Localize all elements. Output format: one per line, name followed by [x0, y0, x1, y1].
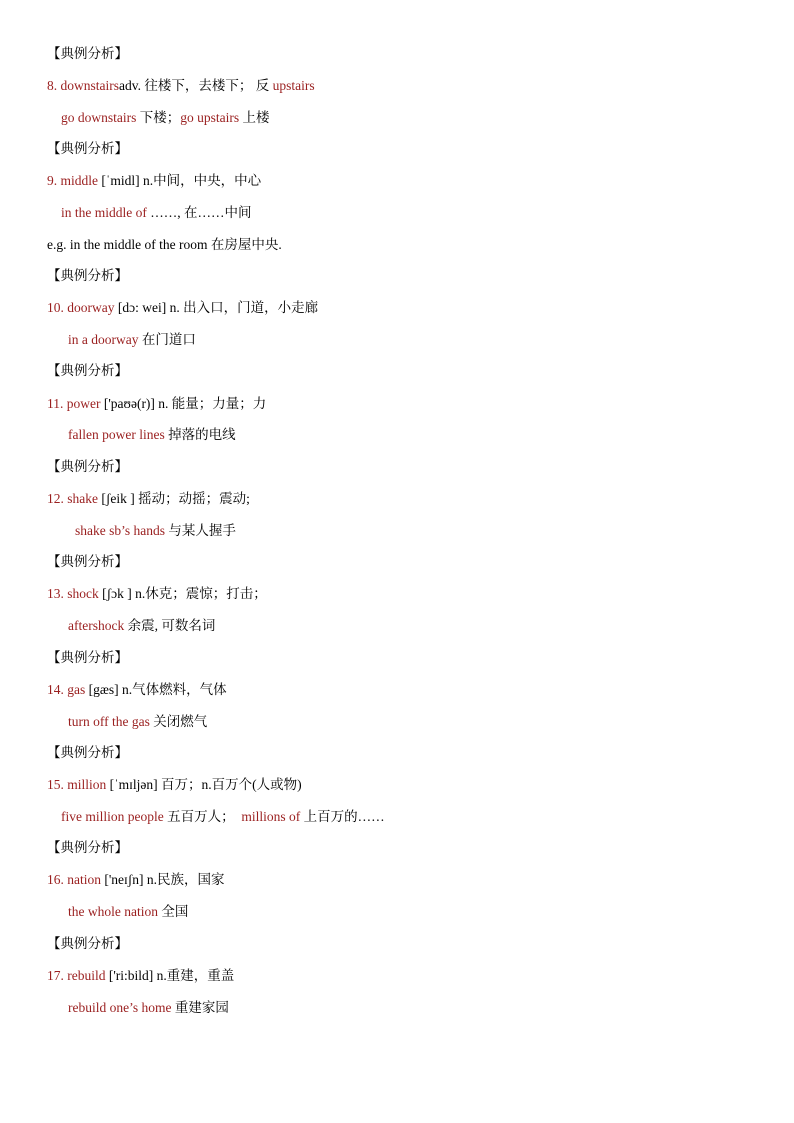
vocab-entry-middle: [47, 172, 261, 190]
entry-phrase: [68, 903, 188, 921]
phrase-text: fallen power lines: [68, 427, 165, 442]
phrase-text: in a doorway: [68, 332, 139, 347]
section-heading: 【典例分析】: [47, 268, 128, 284]
entry-example: e.g. in the middle of the room 在房屋中央.: [47, 237, 282, 252]
entry-number: 15.: [47, 777, 64, 792]
phrase-text: five million people: [61, 809, 164, 824]
entry-word: gas: [67, 682, 86, 697]
vocab-entry-shake: [47, 490, 250, 508]
entry-phrase: [75, 522, 236, 540]
section-heading: 【典例分析】: [47, 745, 128, 761]
entry-word: middle: [60, 173, 98, 188]
phrase-text: rebuild one’s home: [68, 1000, 172, 1015]
vocab-entry-rebuild: [47, 967, 234, 985]
entry-phrase: [61, 808, 385, 826]
phrase-meaning: 全国: [157, 904, 189, 919]
entry-number: 13.: [47, 586, 64, 601]
phrase-meaning: 上百万的……: [300, 809, 385, 824]
entry-phrase: [68, 617, 215, 635]
vocab-entry-downstairs: [47, 77, 315, 95]
phrase-text: go upstairs: [180, 110, 240, 125]
entry-definition: [gæs] n.气体燃料，气体: [85, 682, 227, 697]
phrase-text: in the middle of: [61, 205, 147, 220]
vocab-entry-shock: [47, 585, 267, 603]
entry-number: 10.: [47, 300, 64, 315]
phrase-text: the whole nation: [68, 904, 158, 919]
vocab-entry-doorway: [47, 299, 318, 317]
phrase-meaning: 五百万人；: [163, 809, 235, 824]
phrase-text: aftershock: [68, 618, 125, 633]
phrase-meaning: 与某人握手: [165, 523, 236, 538]
entry-number: 8.: [47, 78, 58, 93]
phrase-meaning: 掉落的电线: [164, 427, 236, 442]
entry-definition: [ʃeik ] 摇动；动摇；震动;: [98, 491, 250, 506]
entry-word: doorway: [67, 300, 115, 315]
entry-phrase: [68, 999, 229, 1017]
entry-phrase: [68, 331, 196, 349]
entry-phrase: [61, 204, 251, 222]
entry-number: 9.: [47, 173, 58, 188]
section-heading: 【典例分析】: [47, 936, 128, 952]
entry-word: rebuild: [67, 968, 106, 983]
entry-definition: [dɔ: wei] n. 出入口，门道，小走廊: [114, 300, 319, 315]
entry-number: 14.: [47, 682, 64, 697]
entry-definition: ['ri:bild] n.重建，重盖: [105, 968, 235, 983]
phrase-meaning: 关闭燃气: [149, 714, 208, 729]
vocab-entry-million: [47, 776, 302, 794]
entry-definition: [ʃɔk ] n.休克；震惊；打击；: [98, 586, 267, 601]
phrase-meaning: ……, 在……中间: [146, 205, 252, 220]
phrase-meaning: 余震, 可数名词: [124, 618, 216, 633]
phrase-text: millions of: [241, 809, 301, 824]
section-heading: 【典例分析】: [47, 650, 128, 666]
entry-definition: ['paʊə(r)] n. 能量；力量；力: [100, 396, 267, 411]
entry-number: 12.: [47, 491, 64, 506]
vocab-entry-nation: [47, 871, 225, 889]
entry-word: shock: [67, 586, 99, 601]
vocab-entry-power: [47, 395, 266, 413]
entry-number: 16.: [47, 872, 64, 887]
entry-word: shake: [67, 491, 98, 506]
entry-definition: adv. 往楼下，去楼下； 反: [119, 78, 273, 93]
section-heading: 【典例分析】: [47, 459, 128, 475]
section-heading: 【典例分析】: [47, 363, 128, 379]
entry-definition: ['neɪʃn] n.民族，国家: [101, 872, 225, 887]
section-heading: 【典例分析】: [47, 840, 128, 856]
section-heading: 【典例分析】: [47, 554, 128, 570]
phrase-text: go downstairs: [61, 110, 137, 125]
entry-word: nation: [67, 872, 101, 887]
section-heading: 【典例分析】: [47, 46, 128, 62]
phrase-meaning: 下楼；: [136, 110, 181, 125]
vocab-entry-gas: [47, 681, 227, 699]
entry-phrase: [61, 109, 270, 127]
entry-word: downstairs: [60, 78, 119, 93]
phrase-meaning: 在门道口: [138, 332, 196, 347]
section-heading: 【典例分析】: [47, 141, 128, 157]
entry-definition: [ˈmidl] n.中间，中央，中心: [98, 173, 262, 188]
entry-number: 11.: [47, 396, 64, 411]
phrase-meaning: 上楼: [239, 110, 270, 125]
entry-antonym: upstairs: [272, 78, 315, 93]
entry-phrase: [68, 713, 207, 731]
phrase-text: shake sb’s hands: [75, 523, 165, 538]
phrase-text: turn off the gas: [68, 714, 150, 729]
entry-phrase: [68, 426, 236, 444]
entry-number: 17.: [47, 968, 64, 983]
entry-word: million: [67, 777, 107, 792]
entry-word: power: [66, 396, 101, 411]
phrase-meaning: 重建家园: [171, 1000, 229, 1015]
entry-definition: [ˈmɪljən] 百万；n.百万个(人或物): [106, 777, 302, 792]
